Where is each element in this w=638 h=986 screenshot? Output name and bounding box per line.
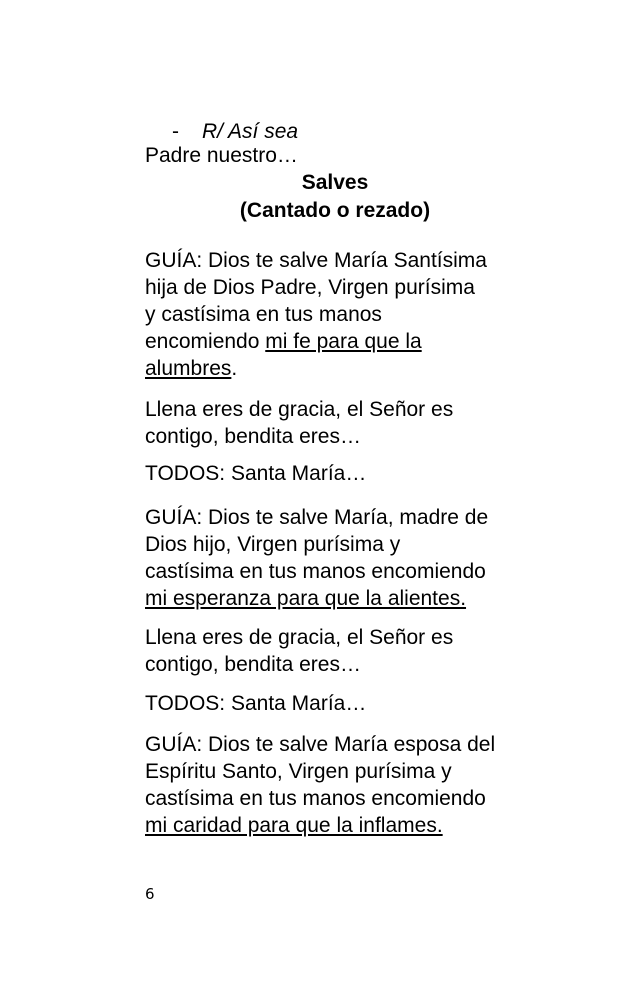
- guia2-line2: Dios hijo, Virgen purísima y: [145, 533, 401, 556]
- guia3-line1: GUÍA: Dios te salve María esposa del: [145, 733, 496, 756]
- response-line: [172, 120, 298, 144]
- llena1-line1: Llena eres de gracia, el Señor es: [145, 398, 454, 421]
- guia1-line1: GUÍA: Dios te salve María Santísima: [145, 249, 487, 272]
- guia1-line2: hija de Dios Padre, Virgen purísima: [145, 276, 475, 299]
- guia1-line4-underlined: mi fe para que la: [265, 330, 422, 353]
- section-subtitle: (Cantado o rezado): [239, 199, 431, 222]
- guia1-line5: [145, 357, 237, 381]
- guia2-line1: GUÍA: Dios te salve María, madre de: [145, 506, 489, 529]
- section-title: Salves: [301, 171, 369, 194]
- todos2-line: TODOS: Santa María…: [145, 692, 367, 715]
- guia3-line2: Espíritu Santo, Virgen purísima y: [145, 760, 452, 783]
- llena2-line2: contigo, bendita eres…: [145, 653, 361, 676]
- page-number: 6: [145, 885, 155, 903]
- guia1-line4: [145, 330, 422, 354]
- guia2-line3: castísima en tus manos encomiendo: [145, 560, 486, 583]
- response-text: R/ Así sea: [202, 120, 299, 143]
- padre-nuestro-line: Padre nuestro…: [145, 144, 298, 167]
- llena2-line1: Llena eres de gracia, el Señor es: [145, 626, 454, 649]
- guia1-line3: y castísima en tus manos: [145, 303, 382, 326]
- guia2-line4: mi esperanza para que la alientes.: [145, 587, 467, 610]
- llena1-line2: contigo, bendita eres…: [145, 425, 361, 448]
- guia3-line3: castísima en tus manos encomiendo: [145, 787, 486, 810]
- guia3-line4: mi caridad para que la inflames.: [145, 814, 443, 837]
- todos1-line: TODOS: Santa María…: [145, 462, 367, 485]
- response-dash: -: [172, 120, 179, 143]
- guia1-line5-underlined: alumbres: [145, 357, 232, 380]
- guia1-line5-end: .: [231, 357, 238, 380]
- guia1-line4-plain: encomiendo: [145, 330, 266, 353]
